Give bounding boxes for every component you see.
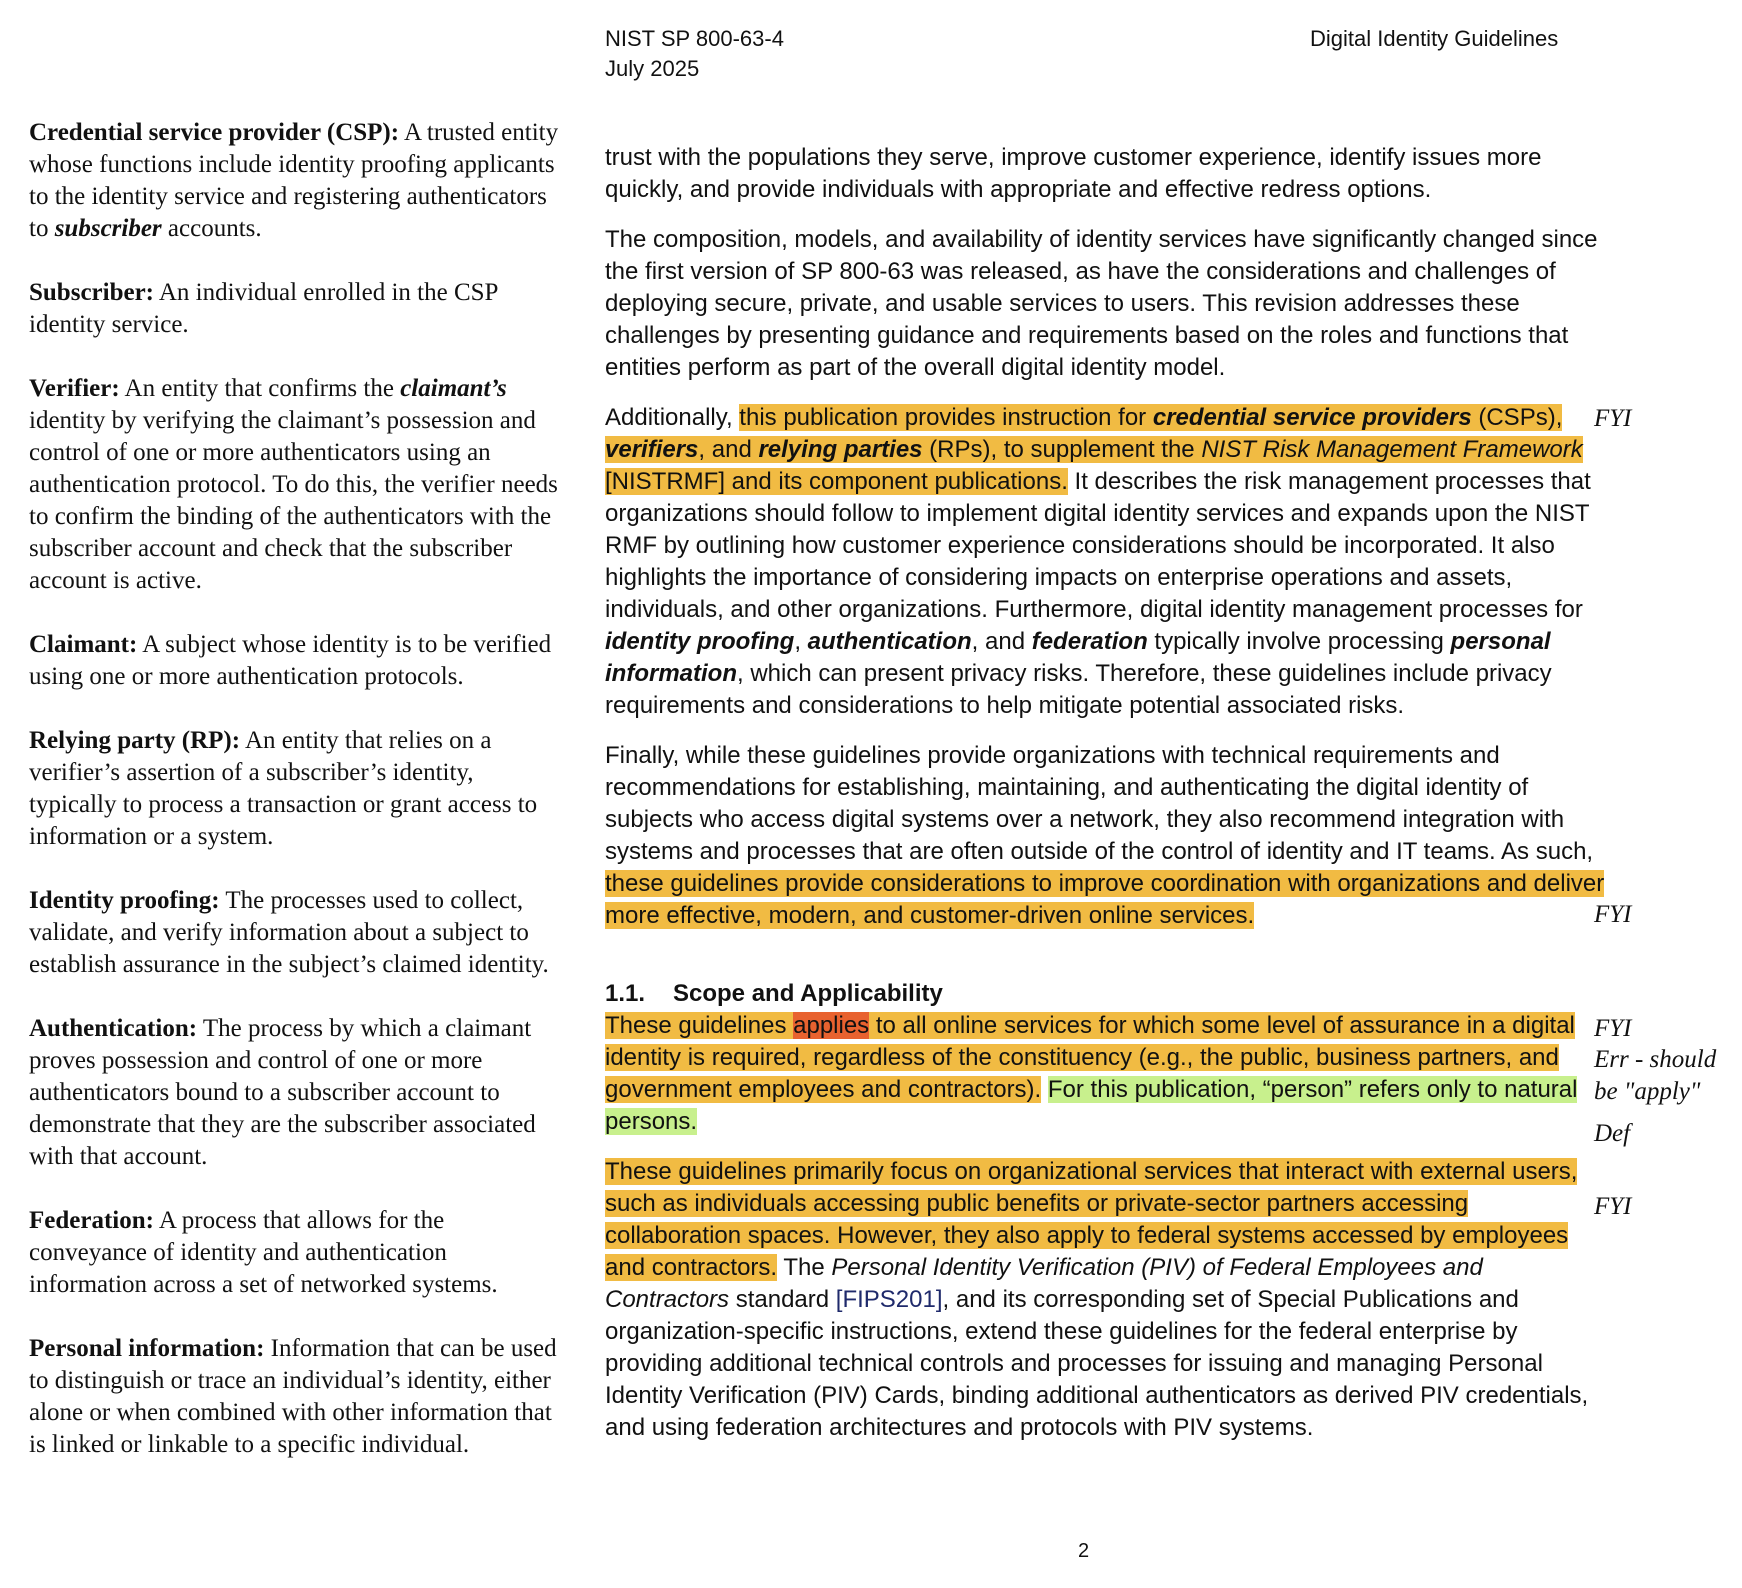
glossary-term: Identity proofing: [29,887,220,914]
glossary-term: Authentication: [29,1015,198,1042]
glossary-term: Verifier: [29,375,120,402]
glossary-entry-personal-information [29,1333,559,1461]
glossary-term: Claimant: [29,631,138,658]
glossary-column [29,117,559,1493]
text-run: standard [729,1286,836,1313]
paragraph-3 [605,402,1605,722]
highlight-run: these guidelines provide considerations to improve coordination with organizations and deliver more effective, modern, and customer-driven online services. [605,870,1605,929]
glossary-definition: A process that allows for the conveyance of identity and authentication information across a set of networked systems. [29,1207,498,1298]
doc-date: July 2025 [605,56,700,81]
emphasis: personal information [605,628,1551,687]
section-title: Scope and Applicability [673,980,943,1007]
text-run: , [794,628,808,655]
glossary-entry-authentication [29,1013,559,1173]
highlight-run: [NISTRMF] and its component publications. [605,468,1068,495]
text-run: It describes the risk management processes that organizations should follow to implement digital identity services and expands upon the NIST RMF by outlining how customer experience considerations should be incorporated. It also highlights the importance of considering impacts on enterprise operations and assets, individuals, and other organizations. Furthermore, digital identity management processes for [605,468,1591,623]
highlight-emphasis: relying parties [758,436,923,463]
citation-link[interactable]: [FIPS201] [835,1286,943,1313]
highlight-run: (RPs), to supplement the [922,436,1202,463]
highlight-run: These guidelines primarily focus on organizational services that interact with external users, such as individuals accessing public benefits or private-sector partners accessing collaboration spaces. However, they also apply to federal systems accessed by employees and contractors. [605,1158,1578,1281]
paragraph-6 [605,1156,1605,1444]
glossary-term: Federation: [29,1207,154,1234]
margin-note-fyi: FYI [1594,901,1632,928]
paragraph-1: trust with the populations they serve, improve customer experience, identify issues more quickly, and provide individuals with appropriate and effective redress options. [605,144,1542,203]
italic-run: Personal Identity Verification (PIV) of Federal Employees and Contractors [605,1254,1483,1313]
glossary-definition: accounts. [161,215,262,242]
glossary-emphasis: subscriber [54,215,162,242]
margin-note-fyi: FYI [1594,1015,1632,1042]
glossary-entry-subscriber [29,277,559,341]
glossary-entry-relying-party [29,725,559,853]
margin-note-fyi: FYI [1594,405,1632,432]
margin-note-definition: Def [1594,1120,1631,1147]
highlight-run: this publication provides instruction for [739,404,1153,431]
text-run: , and its corresponding set of Special Publications and organization-specific instructions, extend these guidelines for the federal enterprise by providing additional technical controls and processes for issuing and managing Personal Identity Verification (PIV) Cards, binding additional authenticators as derived PIV credentials, and using federation architectures and protocols with PIV systems. [605,1286,1589,1441]
margin-note-fyi: FYI [1594,1193,1632,1220]
doc-title: Digital Identity Guidelines [1310,26,1559,51]
glossary-emphasis: claimant’s [400,375,507,402]
text-run: Additionally, [605,404,740,431]
paragraph-4 [605,740,1605,932]
glossary-definition: identity by verifying the claimant’s possession and control of one or more authenticators using an authentication protocol. To do this, the verifier needs to confirm the binding of the authenticators with the subscriber account and check that the subscriber account is active. [29,407,558,594]
definition-highlight: For this publication, “person” refers only to natural persons. [605,1076,1578,1135]
emphasis: identity proofing [605,628,795,655]
highlight-emphasis: verifiers [605,436,699,463]
text-run: Finally, while these guidelines provide organizations with technical requirements and recommendations for establishing, maintaining, and authenticating the digital identity of subjects who access digital systems over a network, they also recommend integration with systems and processes that are often outside of the control of identity and IT teams. As such, [605,742,1594,865]
text-run: The [777,1254,832,1281]
highlight-run: , and [698,436,759,463]
paragraph-2: The composition, models, and availability of identity services have significantly changed since the first version of SP 800-63 was released, as have the considerations and challenges of deploying secure, private, and usable services to users. This revision addresses these challenges by presenting guidance and requirements based on the roles and functions that entities perform as part of the overall digital identity model. [605,226,1598,381]
glossary-term: Relying party (RP): [29,727,241,754]
glossary-entry-verifier [29,373,559,597]
page-number: 2 [1078,1540,1090,1562]
highlight-run: These guidelines [605,1012,794,1039]
text-run [1041,1076,1048,1103]
glossary-term: Personal information: [29,1335,265,1362]
glossary-definition: The process by which a claimant proves possession and control of one or more authenticators bound to a subscriber account to demonstrate that they are the subscriber associated with that account. [29,1015,536,1170]
glossary-entry-federation [29,1205,559,1301]
highlight-run: (CSPs), [1471,404,1563,431]
section-heading [605,978,1605,1010]
emphasis: authentication [807,628,972,655]
highlight-emphasis: credential service providers [1152,404,1472,431]
doc-id: NIST SP 800-63-4 [605,26,784,51]
glossary-definition: A trusted entity whose functions include identity proofing applicants to the identity service and registering authenticators to [29,119,559,242]
main-body [605,142,1605,1462]
glossary-definition: An individual enrolled in the CSP identity service. [29,279,498,338]
glossary-definition: An entity that confirms the [119,375,401,402]
glossary-entry-identity-proofing [29,885,559,981]
text-run: , and [971,628,1032,655]
emphasis: federation [1031,628,1148,655]
glossary-entry-csp [29,117,559,245]
text-run: , which can present privacy risks. Therefore, these guidelines include privacy requirements and considerations to help mitigate potential associated risks. [605,660,1552,719]
glossary-definition: The processes used to collect, validate, and verify information about a subject to establish assurance in the subject’s claimed identity. [29,887,549,978]
glossary-entry-claimant [29,629,559,693]
paragraph-5 [605,1010,1605,1138]
header-left [605,24,784,84]
glossary-definition: Information that can be used to distinguish or trace an individual’s identity, either alone or when combined with other information that is linked or linkable to a specific individual. [29,1335,557,1458]
glossary-definition: A subject whose identity is to be verified using one or more authentication protocols. [29,631,552,690]
highlight-italic: NIST Risk Management Framework [1201,436,1583,463]
glossary-term: Credential service provider (CSP): [29,119,400,146]
text-run: typically involve processing [1147,628,1451,655]
glossary-term: Subscriber: [29,279,154,306]
error-highlight: applies [793,1012,870,1039]
highlight-run: to all online services for which some level of assurance in a digital identity is required, regardless of the constituency (e.g., the public, business partners, and government employees and contractors). [605,1012,1575,1103]
margin-note-error: Err - should be "apply" [1594,1046,1717,1105]
glossary-definition: An entity that relies on a verifier’s assertion of a subscriber’s identity, typically to process a transaction or grant access to information or a system. [29,727,538,850]
section-number: 1.1. [605,980,646,1007]
